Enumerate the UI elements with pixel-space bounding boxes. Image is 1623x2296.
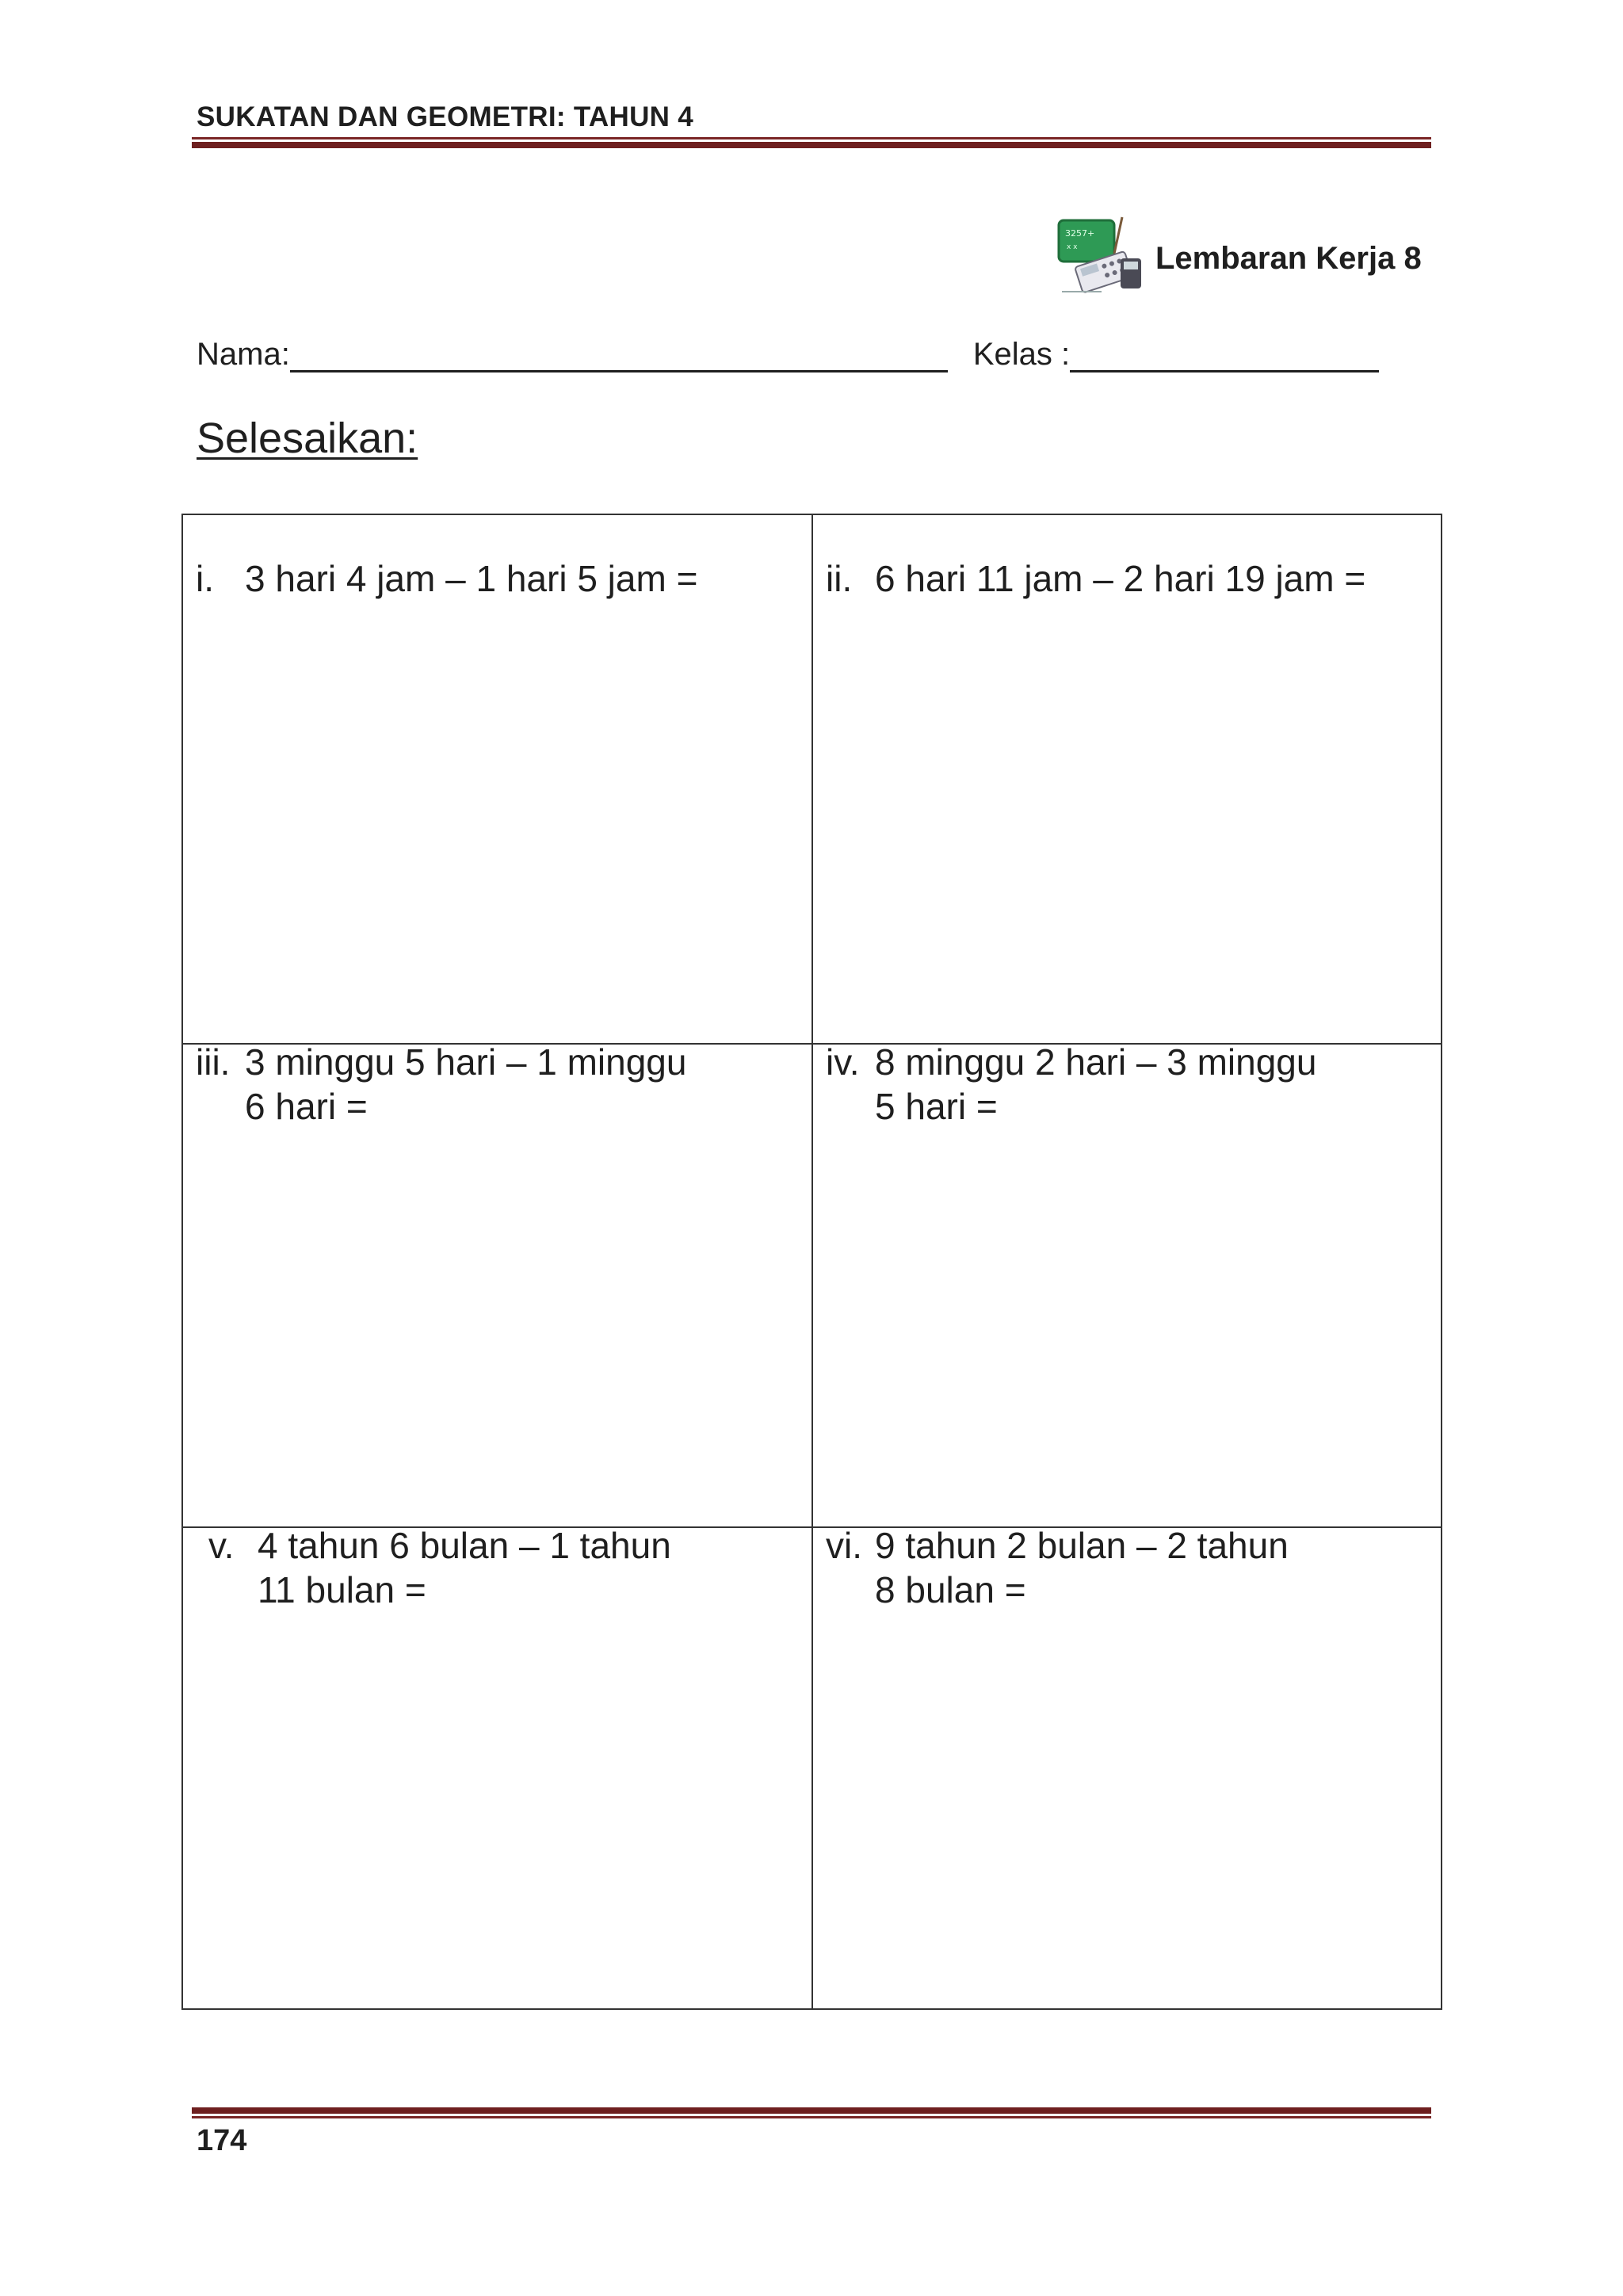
question-text: 9 tahun 2 bulan – 2 tahun bbox=[875, 1525, 1289, 1566]
answer-cell[interactable] bbox=[813, 1041, 1442, 1528]
question-number: iii. bbox=[196, 1041, 231, 1083]
question-text: 3 hari 4 jam – 1 hari 5 jam = bbox=[245, 558, 698, 599]
question-number: ii. bbox=[826, 558, 853, 599]
question-number: iv. bbox=[826, 1041, 860, 1083]
answer-cell[interactable] bbox=[183, 515, 813, 1045]
question-text: 4 tahun 6 bulan – 1 tahun bbox=[258, 1525, 671, 1566]
question-text: 6 hari 11 jam – 2 hari 19 jam = bbox=[875, 558, 1366, 599]
section-title: Selesaikan: bbox=[197, 415, 418, 462]
svg-text:x x: x x bbox=[1067, 243, 1078, 251]
question bbox=[196, 1040, 686, 1129]
answer-cell[interactable] bbox=[813, 515, 1442, 1045]
question-number: v. bbox=[208, 1525, 235, 1566]
question-text-continued: 6 hari = bbox=[245, 1086, 368, 1127]
svg-text:3257+: 3257+ bbox=[1065, 228, 1095, 239]
header-title: SUKATAN DAN GEOMETRI: TAHUN 4 bbox=[197, 101, 694, 132]
answer-cell[interactable] bbox=[183, 1525, 813, 2008]
question-text-continued: 11 bulan = bbox=[258, 1569, 426, 1610]
answer-cell[interactable] bbox=[183, 1041, 813, 1528]
question-text: 8 minggu 2 hari – 3 minggu bbox=[875, 1041, 1317, 1083]
question-grid bbox=[181, 514, 1442, 2010]
worksheet-badge bbox=[1054, 212, 1422, 300]
question bbox=[826, 1040, 1316, 1129]
nama-field[interactable] bbox=[290, 338, 948, 372]
question-text-continued: 5 hari = bbox=[875, 1086, 998, 1127]
answer-cell[interactable] bbox=[813, 1525, 1442, 2008]
kelas-field[interactable] bbox=[1070, 338, 1379, 372]
question bbox=[196, 556, 697, 601]
worksheet-label: Lembaran Kerja 8 bbox=[1155, 240, 1422, 276]
student-info-row bbox=[197, 337, 1433, 372]
page-number: 174 bbox=[197, 2124, 247, 2157]
calculator-chalkboard-icon bbox=[1054, 212, 1149, 300]
header-rule bbox=[192, 137, 1431, 148]
nama-label: Nama: bbox=[197, 337, 290, 372]
question-text-continued: 8 bulan = bbox=[875, 1569, 1026, 1610]
question-text: 3 minggu 5 hari – 1 minggu bbox=[245, 1041, 687, 1083]
question bbox=[826, 1523, 1289, 1612]
question bbox=[826, 556, 1365, 601]
question-number: i. bbox=[196, 558, 214, 599]
question-number: vi. bbox=[826, 1525, 862, 1566]
kelas-label: Kelas : bbox=[972, 337, 1071, 372]
question bbox=[208, 1523, 671, 1612]
footer-rule bbox=[192, 2107, 1431, 2118]
